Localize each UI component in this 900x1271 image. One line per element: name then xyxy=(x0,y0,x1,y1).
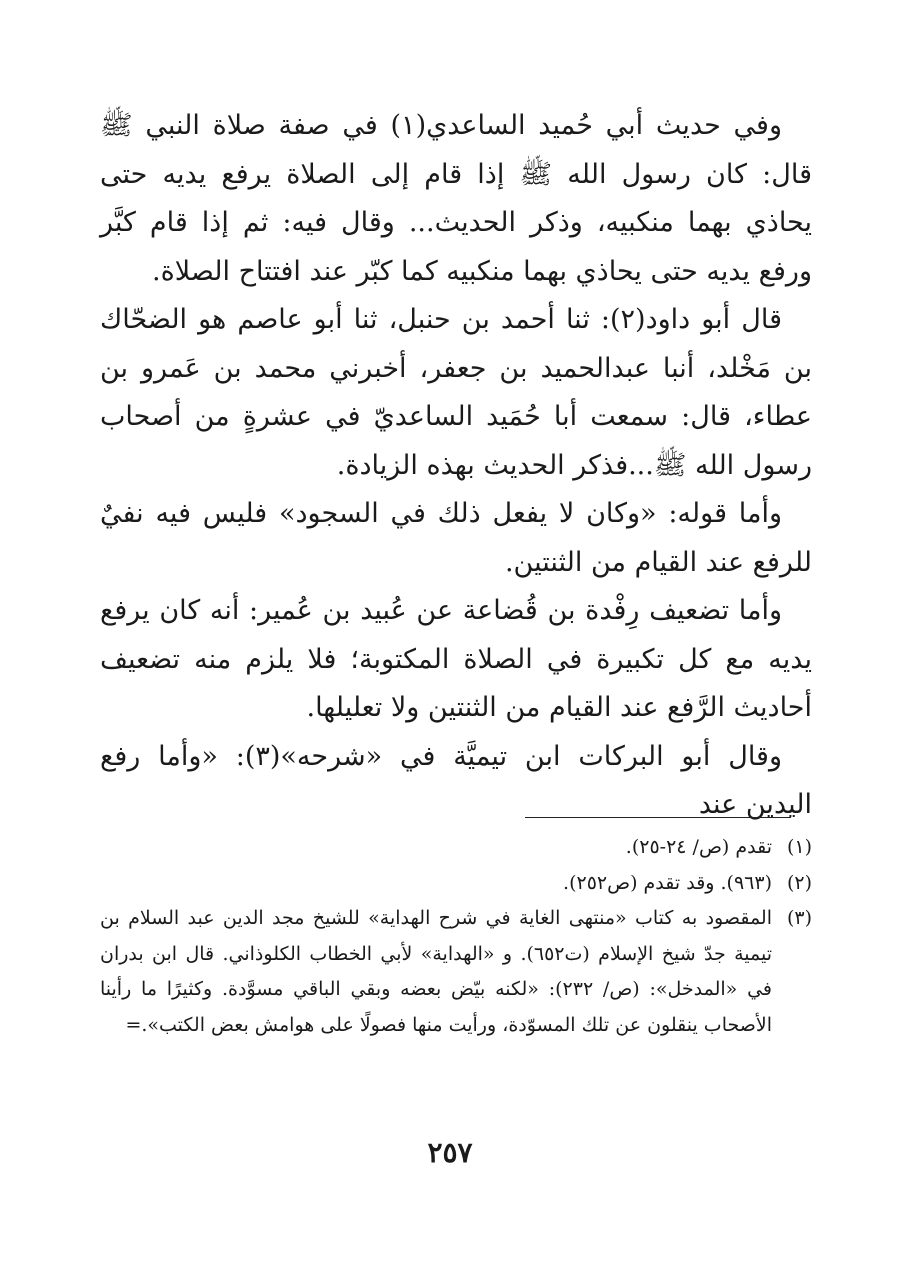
footnote-text: المقصود به كتاب «منتهى الغاية في شرح الهداية» للشيخ مجد الدين عبد السلام بن تيمية جدّ شيخ الإسلام (ت٦٥٢). و «الهداية» لأبي الخطاب الكلوذاني. قال ابن بدران في «المدخل»: (ص/ ٢٣٢): «لكنه بيّض بعضه وبقي الباقي مسوَّدة. وكثيرًا ما رأينا الأصحاب ينقلون عن تلك المسوّدة، ورأيت منها فصولًا على هوامش بعض الكتب».= xyxy=(100,907,772,1036)
paragraph-2: قال أبو داود(٢): ثنا أحمد بن حنبل، ثنا أبو عاصم هو الضحّاك بن مَخْلد، أنبا عبدالحميد بن جعفر، أخبرني محمد بن عَمرو بن عطاء، قال: سمعت أبا حُمَيد الساعديّ في عشرةٍ من أصحاب رسول الله ﷺ...فذكر الحديث بهذه الزيادة. xyxy=(100,304,812,481)
footnote-2 xyxy=(100,866,812,902)
paragraph-4: وأما تضعيف رِفْدة بن قُضاعة عن عُبيد بن عُمير: أنه كان يرفع يديه مع كل تكبيرة في الصلاة المكتوبة؛ فلا يلزم منه تضعيف أحاديث الرَّفع عند القيام من الثنتين ولا تعليلها. xyxy=(100,595,812,723)
paragraph-5: وقال أبو البركات ابن تيميَّة في «شرحه»(٣): «وأما رفع اليدين عند xyxy=(100,740,812,820)
footnote-number: (٢) xyxy=(786,871,812,894)
footnote-divider xyxy=(525,817,791,818)
main-text xyxy=(100,102,812,830)
footnote-number: (٣) xyxy=(786,907,812,929)
footnote-3 xyxy=(100,901,812,1043)
footnote-1 xyxy=(100,830,812,866)
footnote-text: (٩٦٣). وقد تقدم (ص٢٥٢). xyxy=(563,871,772,894)
footnotes xyxy=(100,830,812,1043)
footnote-text: تقدم (ص/ ٢٤-٢٥). xyxy=(625,836,772,858)
paragraph-3: وأما قوله: «وكان لا يفعل ذلك في السجود» فليس فيه نفيٌ للرفع عند القيام من الثنتين. xyxy=(100,498,812,578)
footnote-number: (١) xyxy=(786,836,812,858)
paragraph-1: وفي حديث أبي حُميد الساعدي(١) في صفة صلاة النبي ﷺ قال: كان رسول الله ﷺ إذا قام إلى الصلاة يرفع يديه حتى يحاذي بهما منكبيه، وذكر الحديث... وقال فيه: ثم إذا قام كبَّر ورفع يديه حتى يحاذي بهما منكبيه كما كبّر عند افتتاح الصلاة. xyxy=(100,110,812,287)
page-number: ٢٥٧ xyxy=(427,1136,473,1169)
